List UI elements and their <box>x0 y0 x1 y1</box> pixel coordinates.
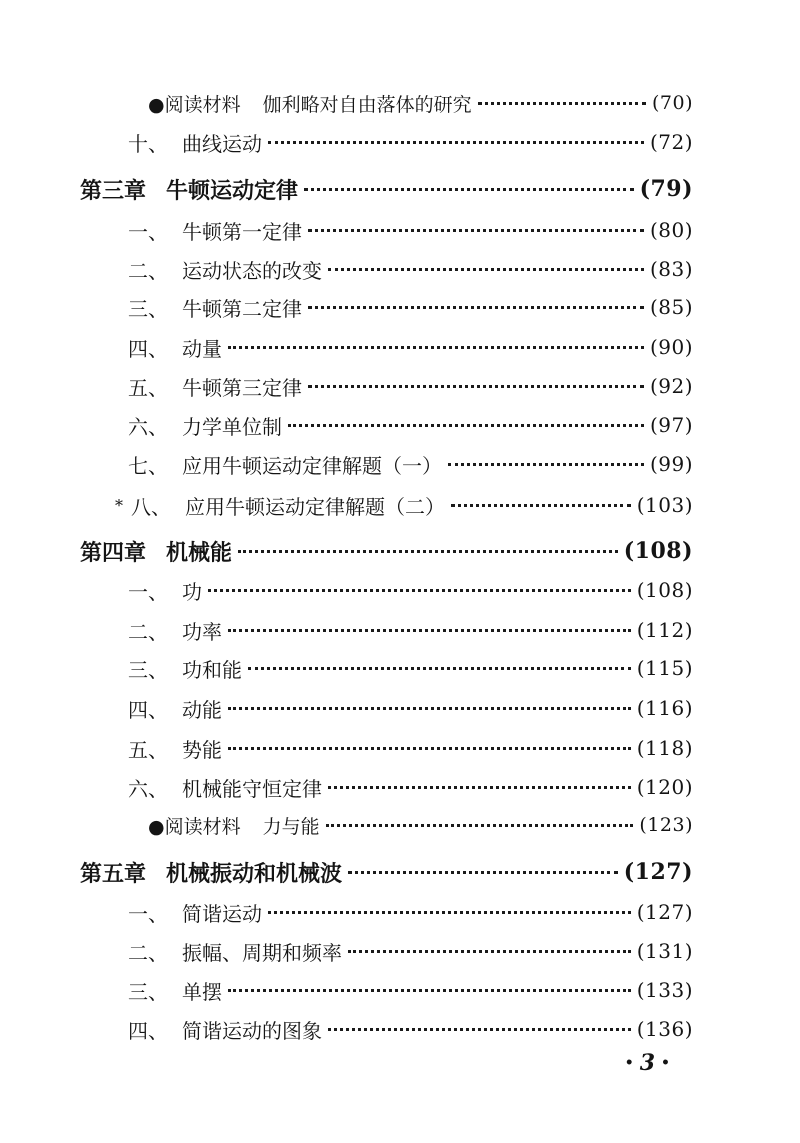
entry-page: (103) <box>636 493 693 517</box>
dot-leader <box>308 306 644 309</box>
dot-leader <box>228 629 631 632</box>
entry-number: 一、 <box>128 901 168 926</box>
toc-entry <box>115 488 693 522</box>
toc-entry <box>128 731 693 765</box>
dot-leader <box>268 911 631 914</box>
entry-number: 五、 <box>128 737 168 762</box>
entry-page: (127) <box>636 900 693 924</box>
dot-leader <box>248 667 631 670</box>
dot-leader <box>328 268 644 271</box>
entry-page: (108) <box>623 538 693 564</box>
entry-title: 曲线运动 <box>182 131 262 156</box>
toc-entry <box>148 86 693 120</box>
dot-leader <box>448 463 644 466</box>
entry-number: 七、 <box>128 453 168 478</box>
entry-title: 机械能守恒定律 <box>182 776 322 801</box>
entry-page: (133) <box>636 978 693 1002</box>
entry-title: 牛顿第一定律 <box>182 219 302 244</box>
entry-title: 牛顿第三定律 <box>182 375 302 400</box>
entry-title: 动能 <box>182 697 222 722</box>
entry-page: (123) <box>639 814 693 836</box>
entry-number: ●阅读材料 <box>148 815 241 838</box>
entry-number: 五、 <box>128 375 168 400</box>
toc-entry <box>128 1012 693 1046</box>
entry-title: 单摆 <box>182 979 222 1004</box>
entry-title: 牛顿运动定律 <box>166 177 299 204</box>
dot-leader <box>348 950 631 953</box>
entry-page: (80) <box>649 218 693 242</box>
entry-title: 简谐运动 <box>182 901 262 926</box>
dot-leader <box>478 102 646 105</box>
entry-number: 十、 <box>128 131 168 156</box>
entry-number: 四、 <box>128 1018 168 1043</box>
toc-entry <box>128 651 693 685</box>
entry-number: 二、 <box>128 940 168 965</box>
dot-leader <box>208 589 631 592</box>
entry-title: 机械振动和机械波 <box>166 860 343 887</box>
toc-entry <box>128 447 693 481</box>
dot-leader <box>228 989 631 992</box>
entry-title: 应用牛顿运动定律解题（一） <box>182 453 442 478</box>
dot-leader <box>228 747 631 750</box>
entry-title: 功率 <box>182 619 222 644</box>
dot-leader <box>288 424 644 427</box>
entry-page: (112) <box>636 618 693 642</box>
entry-title: 功和能 <box>182 657 242 682</box>
entry-page: (115) <box>636 656 693 680</box>
folio-number: 3 <box>639 1050 656 1076</box>
entry-page: (127) <box>623 859 693 885</box>
entry-number: 第四章 <box>80 539 147 566</box>
dot-leader <box>304 188 634 191</box>
dot-leader <box>308 385 644 388</box>
toc-entry <box>128 613 693 647</box>
entry-page: (120) <box>636 775 693 799</box>
toc-entry <box>128 330 693 364</box>
toc-entry <box>128 369 693 403</box>
entry-number: 一、 <box>128 579 168 604</box>
toc-entry <box>128 213 693 247</box>
toc-entry <box>128 770 693 804</box>
toc-entry <box>128 252 693 286</box>
entry-number: 三、 <box>128 657 168 682</box>
page-number <box>625 1050 670 1076</box>
entry-page: (99) <box>649 452 693 476</box>
entry-title: 牛顿第二定律 <box>182 296 302 321</box>
dot-leader <box>348 871 618 874</box>
toc-entry <box>128 895 693 929</box>
entry-number: 二、 <box>128 258 168 283</box>
toc-entry <box>128 691 693 725</box>
dot-leader <box>268 141 644 144</box>
entry-number: 第三章 <box>80 177 147 204</box>
entry-number: 三、 <box>128 296 168 321</box>
dot-leader <box>328 1028 631 1031</box>
dot-leader <box>326 824 634 827</box>
dot-leader <box>228 346 644 349</box>
entry-number: 二、 <box>128 619 168 644</box>
dot-leader <box>238 550 618 553</box>
entry-page: (131) <box>636 939 693 963</box>
entry-page: (116) <box>636 696 693 720</box>
entry-page: (83) <box>649 257 693 281</box>
dot-leader <box>228 707 631 710</box>
toc-chapter-entry <box>80 172 693 206</box>
entry-number: ●阅读材料 <box>148 93 241 116</box>
entry-title: 运动状态的改变 <box>182 258 322 283</box>
entry-number: 四、 <box>128 697 168 722</box>
toc-entry <box>128 125 693 159</box>
entry-title: 功 <box>182 579 202 604</box>
entry-page: (70) <box>651 92 693 114</box>
entry-page: (90) <box>649 335 693 359</box>
entry-page: (92) <box>649 374 693 398</box>
entry-page: (118) <box>636 736 693 760</box>
entry-number: 六、 <box>128 414 168 439</box>
entry-title: 振幅、周期和频率 <box>182 940 342 965</box>
entry-title: 势能 <box>182 737 222 762</box>
toc-entry <box>128 934 693 968</box>
entry-page: (85) <box>649 295 693 319</box>
dot-leader <box>308 229 644 232</box>
entry-page: (72) <box>649 130 693 154</box>
entry-title: 机械能 <box>166 539 233 566</box>
entry-number: 六、 <box>128 776 168 801</box>
entry-title: 力学单位制 <box>182 414 282 439</box>
toc-entry <box>128 290 693 324</box>
entry-number: 八、 <box>131 494 171 519</box>
entry-title: 应用牛顿运动定律解题（二） <box>185 494 445 519</box>
entry-page: (136) <box>636 1017 693 1041</box>
entry-title: 简谐运动的图象 <box>182 1018 322 1043</box>
entry-page: (79) <box>639 176 693 202</box>
dot-leader <box>451 504 631 507</box>
entry-number: 第五章 <box>80 860 147 887</box>
entry-number: 三、 <box>128 979 168 1004</box>
entry-number: 四、 <box>128 336 168 361</box>
optional-marker: * <box>115 495 123 515</box>
entry-page: (108) <box>636 578 693 602</box>
entry-number: 一、 <box>128 219 168 244</box>
entry-page: (97) <box>649 413 693 437</box>
toc-entry <box>148 808 693 842</box>
toc-entry <box>128 973 693 1007</box>
toc-chapter-entry <box>80 534 693 568</box>
toc-entry <box>128 573 693 607</box>
folio-ornament-right: • <box>661 1055 670 1071</box>
entry-title: 力与能 <box>262 815 320 838</box>
entry-title: 动量 <box>182 336 222 361</box>
folio-ornament-left: • <box>624 1055 634 1071</box>
entry-title: 伽利略对自由落体的研究 <box>262 93 472 116</box>
toc-entry <box>128 408 693 442</box>
dot-leader <box>328 786 631 789</box>
toc-chapter-entry <box>80 855 693 889</box>
